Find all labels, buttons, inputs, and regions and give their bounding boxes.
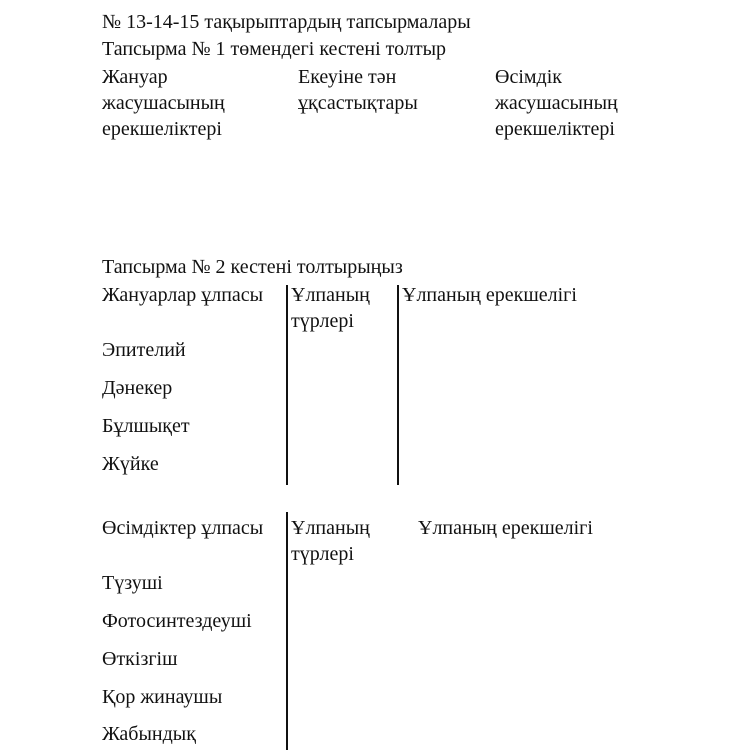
table-row: Фотосинтездеуші [102, 610, 252, 632]
table-row: Жүйке [102, 453, 159, 475]
task1-col-plant-line: Өсімдік [495, 66, 562, 88]
animal-col2-header-line: түрлері [291, 310, 354, 332]
task1-col-animal-line: Жануар [102, 66, 168, 88]
plant-col2-header-line: түрлері [291, 543, 354, 565]
task1-col-common-line: Екеуіне тән [298, 66, 397, 88]
plant-col2-header [291, 515, 370, 567]
task1-col-common [298, 64, 418, 116]
animal-col2-header-line: Ұлпаның [291, 284, 370, 306]
task2-title: Тапсырма № 2 кестені толтырыңыз [102, 256, 403, 278]
plant-col2-header-line: Ұлпаның [291, 517, 370, 539]
table-row: Бұлшықет [102, 415, 190, 437]
animal-col1-header: Жануарлар ұлпасы [102, 284, 264, 306]
page-title: № 13-14-15 тақырыптардың тапсырмалары [102, 11, 471, 33]
table-row: Дәнекер [102, 377, 173, 399]
animal-col2-header [291, 282, 370, 334]
task1-col-plant [495, 64, 618, 142]
task1-col-plant-line: жасушасының [495, 92, 618, 114]
table-row: Қор жинаушы [102, 686, 223, 708]
task1-col-animal [102, 64, 225, 142]
task1-title: Тапсырма № 1 төмендегі кестені толтыр [102, 38, 447, 60]
animal-col3-header: Ұлпаның ерекшелігі [402, 284, 577, 306]
task1-col-animal-line: ерекшеліктері [102, 118, 222, 140]
plant-table-divider [286, 512, 288, 750]
table-row: Өткізгіш [102, 648, 178, 670]
animal-table-divider [397, 285, 399, 485]
table-row: Эпителий [102, 339, 186, 361]
table-row: Жабындық [102, 723, 196, 745]
task1-col-animal-line: жасушасының [102, 92, 225, 114]
task1-col-plant-line: ерекшеліктері [495, 118, 615, 140]
table-row: Түзуші [102, 572, 163, 594]
task1-col-common-line: ұқсастықтары [298, 92, 418, 114]
plant-col3-header: Ұлпаның ерекшелігі [418, 517, 593, 539]
animal-table-divider [286, 285, 288, 485]
plant-col1-header: Өсімдіктер ұлпасы [102, 517, 264, 539]
